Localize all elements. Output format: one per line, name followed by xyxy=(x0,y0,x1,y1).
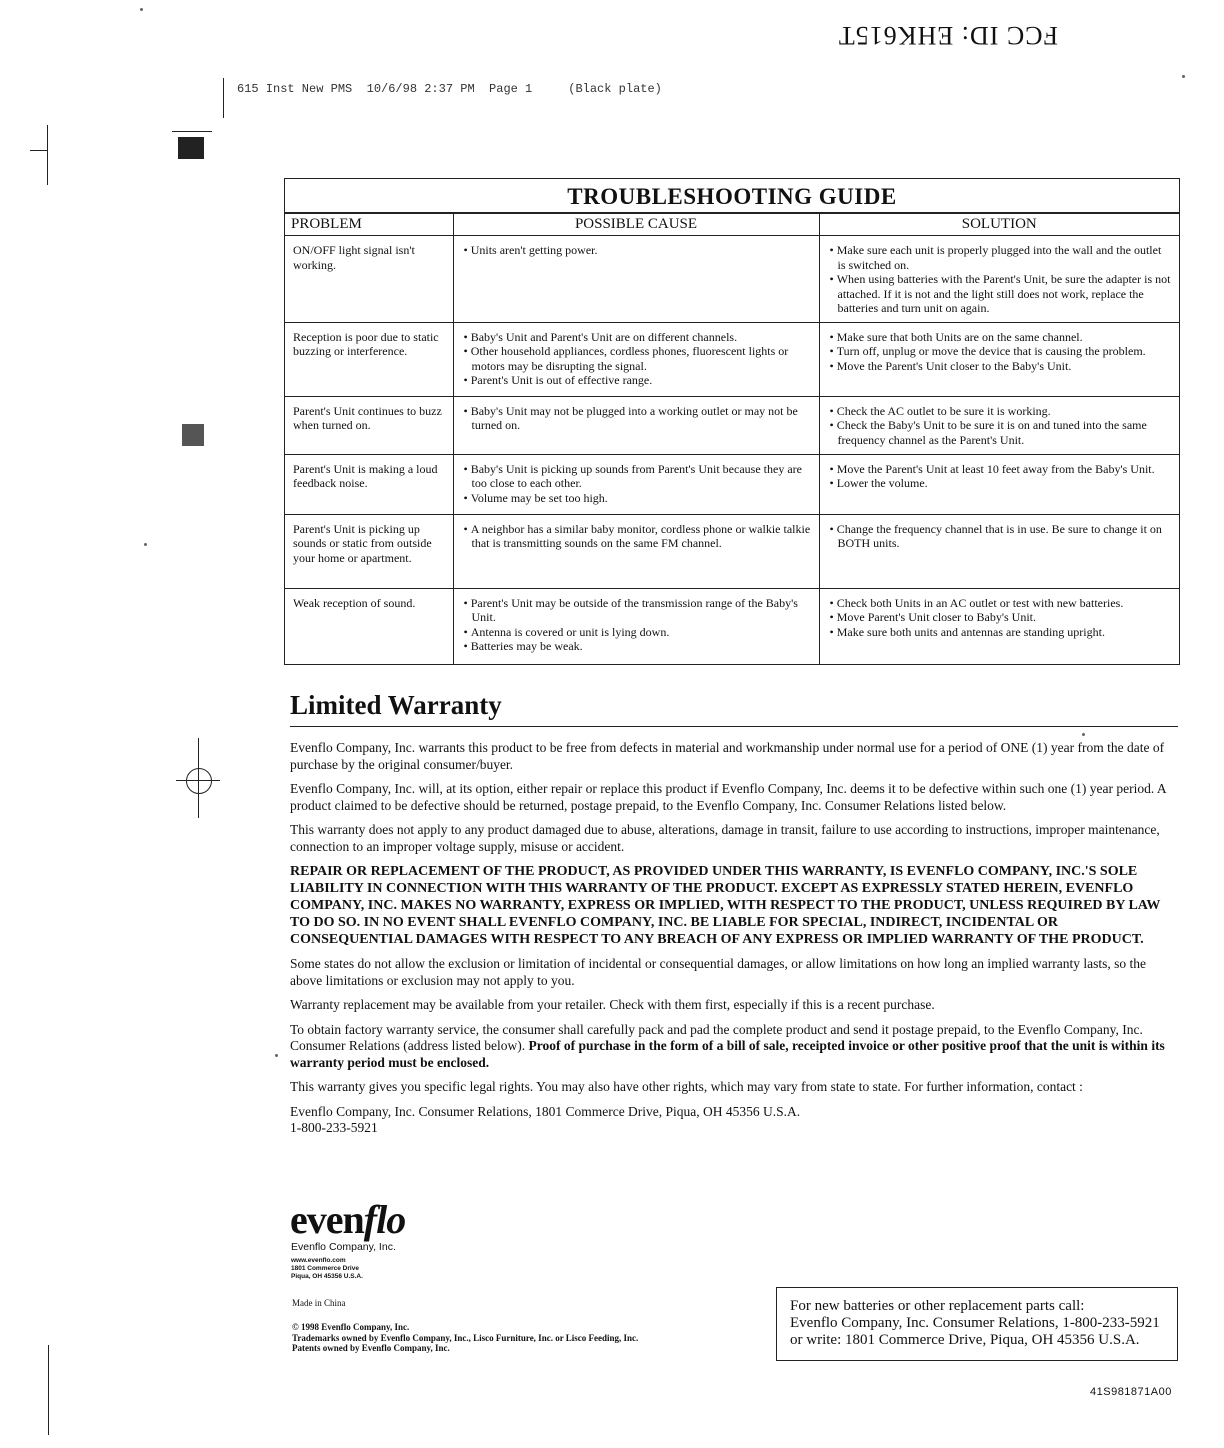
crop-mark xyxy=(223,78,224,118)
cause-cell xyxy=(453,236,819,323)
proof-of-purchase-text: Proof of purchase in the form of a bill of sale, receipted invoice or other positive proof that the unit is within its warranty period must be enclosed. xyxy=(290,1038,1165,1070)
solution-item: • Turn off, unplug or move the device that is causing the problem. xyxy=(828,344,1172,359)
solution-item: • Change the frequency channel that is in use. Be sure to change it on BOTH units. xyxy=(828,522,1172,551)
solution-item: • When using batteries with the Parent's Unit, be sure the adapter is not attached. If it is not and the light still does not work, replace the batteries and turn unit on again. xyxy=(828,272,1172,316)
cause-item: • Baby's Unit and Parent's Unit are on different channels. xyxy=(462,330,811,345)
column-header-solution: SOLUTION xyxy=(819,214,1179,236)
registration-block xyxy=(182,424,204,446)
cause-item: • Parent's Unit may be outside of the transmission range of the Baby's Unit. xyxy=(462,596,811,625)
crop-mark xyxy=(172,131,212,132)
cause-item: • Parent's Unit is out of effective range. xyxy=(462,373,811,388)
cause-cell xyxy=(453,454,819,514)
troubleshooting-title: TROUBLESHOOTING GUIDE xyxy=(285,179,1179,214)
evenflo-logo xyxy=(290,1196,405,1243)
cause-cell xyxy=(453,396,819,454)
solution-cell-list xyxy=(828,596,1172,640)
copyright: © 1998 Evenflo Company, Inc. xyxy=(292,1322,410,1332)
problem-cell: Parent's Unit continues to buzz when turned on. xyxy=(285,396,453,454)
cause-item: • Antenna is covered or unit is lying down. xyxy=(462,625,811,640)
table-row xyxy=(285,396,1179,454)
trademarks: Trademarks owned by Evenflo Company, Inc., Lisco Furniture, Inc. or Lisco Feeding, Inc. xyxy=(292,1332,639,1343)
cause-cell-list xyxy=(462,462,811,506)
cause-item: • Baby's Unit may not be plugged into a working outlet or may not be turned on. xyxy=(462,404,811,433)
parts-line: Evenflo Company, Inc. Consumer Relations, 1-800-233-5921 xyxy=(790,1315,1160,1331)
warranty-paragraph: This warranty gives you specific legal rights. You may also have other rights, which may vary from state to state. For further information, contact : xyxy=(290,1079,1083,1094)
column-header-problem: PROBLEM xyxy=(285,214,453,236)
problem-cell: Reception is poor due to static buzzing or interference. xyxy=(285,322,453,396)
company-city: Piqua, OH 45356 U.S.A. xyxy=(291,1273,363,1280)
print-slug: 615 Inst New PMS 10/6/98 2:37 PM Page 1 (Black plate) xyxy=(237,82,662,96)
company-name: Evenflo Company, Inc. xyxy=(291,1241,396,1253)
parts-line: For new batteries or other replacement parts call: xyxy=(790,1298,1085,1314)
made-in: Made in China xyxy=(292,1298,346,1308)
solution-cell xyxy=(819,396,1179,454)
crop-mark xyxy=(48,1345,49,1435)
troubleshooting-table xyxy=(285,214,1179,664)
company-details xyxy=(291,1257,363,1281)
warranty-body xyxy=(290,740,1180,1137)
cause-cell-list xyxy=(462,404,811,433)
cause-item: • Units aren't getting power. xyxy=(462,243,811,258)
registration-target xyxy=(186,768,212,794)
solution-item: • Lower the volume. xyxy=(828,476,1172,491)
logo-text-italic: flo xyxy=(363,1197,406,1242)
solution-item: • Make sure that both Units are on the same channel. xyxy=(828,330,1172,345)
solution-cell xyxy=(819,236,1179,323)
warranty-service-text: To obtain factory warranty service, the consumer shall carefully pack and pad the complete product and send it postage prepaid, to the Evenflo Company, Inc. Consumer Relations (address listed below). xyxy=(290,1021,1143,1053)
table-row xyxy=(285,236,1179,323)
solution-cell-list xyxy=(828,462,1172,491)
solution-cell xyxy=(819,454,1179,514)
problem-cell: Parent's Unit is making a loud feedback noise. xyxy=(285,454,453,514)
warranty-paragraph: This warranty does not apply to any product damaged due to abuse, alterations, damage in transit, failure to use according to instructions, improper maintenance, connection to an improper voltage supply, misuse or accident. xyxy=(290,822,1160,854)
crop-mark xyxy=(30,150,48,151)
fcc-id-mirrored: FCC ID: EHK615T xyxy=(837,21,1058,50)
warranty-paragraph xyxy=(290,1022,1180,1072)
warranty-disclaimer: REPAIR OR REPLACEMENT OF THE PRODUCT, AS PROVIDED UNDER THIS WARRANTY, IS EVENFLO COMPANY, INC.'S SOLE LIABILITY IN CONNECTION WITH THIS WARRANTY OF THE PRODUCT. EXCEPT AS EXPRESSLY STATED HEREIN, EVENFLO COMPANY, INC. MAKES NO WARRANTY, EXPRESS OR IMPLIED, WITH RESPECT TO THE PRODUCT, UNLESS REQUIRED BY LAW TO DO SO. IN NO EVENT SHALL EVENFLO COMPANY, INC. BE LIABLE FOR SPECIAL, INDIRECT, INCIDENTAL OR CONSEQUENTIAL DAMAGES WITH RESPECT TO ANY BREACH OF ANY EXPRESS OR IMPLIED WARRANTY OF THE PRODUCT. xyxy=(290,864,1161,947)
table-row xyxy=(285,514,1179,588)
solution-item: • Check both Units in an AC outlet or test with new batteries. xyxy=(828,596,1172,611)
scan-speck xyxy=(1082,733,1085,736)
registration-block xyxy=(178,137,204,159)
solution-cell xyxy=(819,588,1179,664)
warranty-paragraph: Evenflo Company, Inc. warrants this product to be free from defects in material and workmanship under normal use for a period of ONE (1) year from the date of purchase by the original consumer/buyer. xyxy=(290,740,1165,772)
warranty-title: Limited Warranty xyxy=(290,690,502,720)
troubleshooting-rows xyxy=(285,236,1179,665)
contact-address: Evenflo Company, Inc. Consumer Relations, 1801 Commerce Drive, Piqua, OH 45356 U.S.A. xyxy=(290,1103,801,1119)
parts-line: or write: 1801 Commerce Drive, Piqua, OH 45356 U.S.A. xyxy=(790,1332,1140,1348)
problem-cell: Parent's Unit is picking up sounds or static from outside your home or apartment. xyxy=(285,514,453,588)
solution-item: • Move Parent's Unit closer to Baby's Unit. xyxy=(828,610,1172,625)
warranty-contact xyxy=(290,1104,1180,1137)
table-header-row xyxy=(285,214,1179,236)
solution-cell-list xyxy=(828,522,1172,551)
cause-item: • Volume may be set too high. xyxy=(462,491,811,506)
solution-item: • Check the Baby's Unit to be sure it is on and tuned into the same frequency channel as the Parent's Unit. xyxy=(828,418,1172,447)
patents: Patents owned by Evenflo Company, Inc. xyxy=(292,1343,450,1353)
column-header-cause: POSSIBLE CAUSE xyxy=(453,214,819,236)
company-street: 1801 Commerce Drive xyxy=(291,1265,359,1272)
table-row xyxy=(285,322,1179,396)
warranty-paragraph: Some states do not allow the exclusion or limitation of incidental or consequential damages, or allow limitations on how long an implied warranty lasts, so the above limitations or exclusion may not apply to you. xyxy=(290,956,1146,988)
cause-item: • Baby's Unit is picking up sounds from Parent's Unit because they are too close to each other. xyxy=(462,462,811,491)
warranty-paragraph: Evenflo Company, Inc. will, at its option, either repair or replace this product if Evenflo Company, Inc. deems it to be defective within such one (1) year period. A product claimed to be defective should be returned, postage prepaid, to the Evenflo Company, Inc. Consumer Relations listed below. xyxy=(290,781,1166,813)
registration-crosshair xyxy=(198,738,199,818)
solution-cell-list xyxy=(828,404,1172,448)
logo-text: even xyxy=(290,1197,364,1242)
company-website: www.evenflo.com xyxy=(291,1257,346,1264)
solution-item: • Make sure both units and antennas are standing upright. xyxy=(828,625,1172,640)
solution-cell-list xyxy=(828,330,1172,374)
replacement-parts-box xyxy=(776,1287,1178,1361)
contact-phone: 1-800-233-5921 xyxy=(290,1120,378,1135)
solution-cell-list xyxy=(828,243,1172,316)
solution-item: • Check the AC outlet to be sure it is working. xyxy=(828,404,1172,419)
cause-cell xyxy=(453,514,819,588)
cause-item: • Other household appliances, cordless phones, fluorescent lights or motors may be disrupting the signal. xyxy=(462,344,811,373)
scan-speck xyxy=(144,543,147,546)
cause-cell xyxy=(453,588,819,664)
solution-cell xyxy=(819,322,1179,396)
scan-speck xyxy=(140,8,143,11)
cause-cell-list xyxy=(462,596,811,654)
crop-mark xyxy=(47,125,48,185)
warranty-paragraph: Warranty replacement may be available from your retailer. Check with them first, especially if this is a recent purchase. xyxy=(290,997,935,1012)
scan-speck xyxy=(275,1054,278,1057)
solution-cell xyxy=(819,514,1179,588)
solution-item: • Move the Parent's Unit at least 10 feet away from the Baby's Unit. xyxy=(828,462,1172,477)
table-row xyxy=(285,588,1179,664)
solution-item: • Make sure each unit is properly plugged into the wall and the outlet is switched on. xyxy=(828,243,1172,272)
cause-cell-list xyxy=(462,330,811,388)
troubleshooting-guide xyxy=(284,178,1180,665)
cause-item: • Batteries may be weak. xyxy=(462,639,811,654)
cause-cell-list xyxy=(462,243,811,258)
cause-cell-list xyxy=(462,522,811,551)
cause-item: • A neighbor has a similar baby monitor, cordless phone or walkie talkie that is transmitting sounds on the same FM channel. xyxy=(462,522,811,551)
solution-item: • Move the Parent's Unit closer to the Baby's Unit. xyxy=(828,359,1172,374)
cause-cell xyxy=(453,322,819,396)
warranty-rule xyxy=(290,726,1178,727)
scan-speck xyxy=(1182,75,1185,78)
problem-cell: ON/OFF light signal isn't working. xyxy=(285,236,453,323)
problem-cell: Weak reception of sound. xyxy=(285,588,453,664)
document-code: 41S981871A00 xyxy=(1090,1386,1172,1398)
table-row xyxy=(285,454,1179,514)
legal-notes xyxy=(292,1322,638,1354)
